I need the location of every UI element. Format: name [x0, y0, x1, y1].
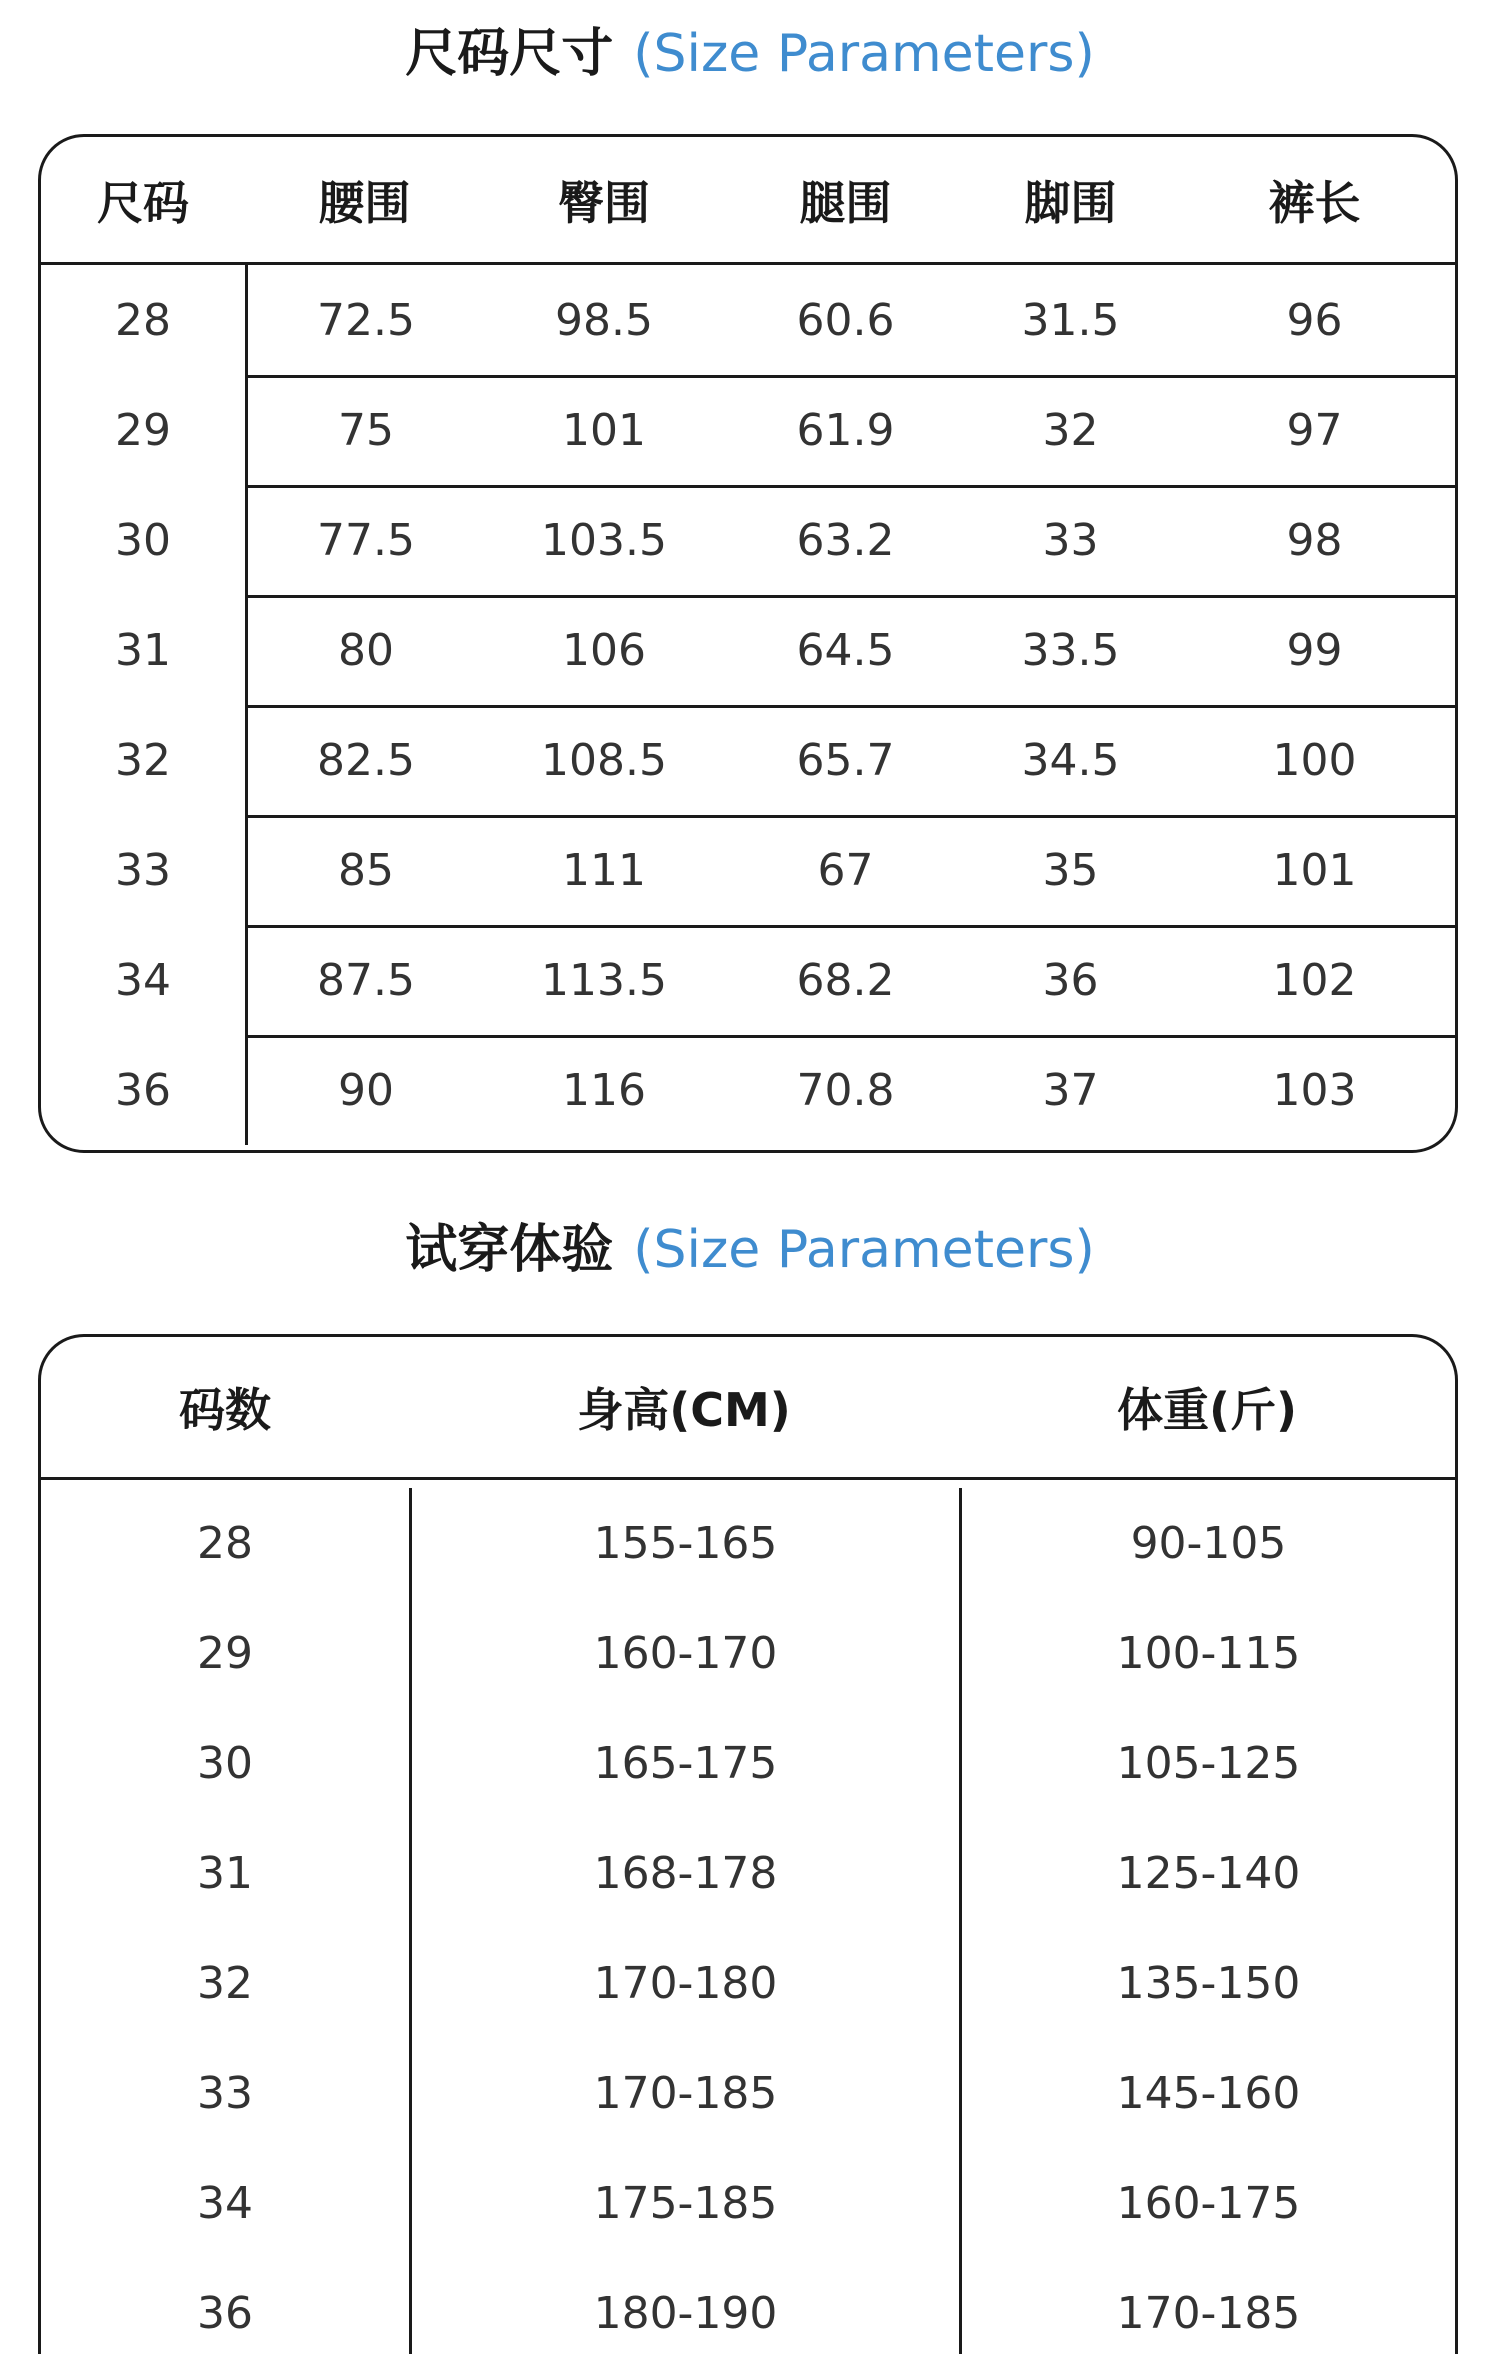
fit-cell: 160-170 — [409, 1598, 959, 1708]
measurement-cell: 33.5 — [1021, 624, 1120, 676]
fit-table-header — [41, 1337, 1455, 1480]
fit-table-body — [41, 1480, 1455, 2354]
table-row — [41, 485, 1455, 595]
fit-cell: 135-150 — [959, 1928, 1455, 2038]
table-row — [41, 595, 1455, 705]
measurement-group — [245, 1035, 1455, 1145]
fit-cell: 36 — [197, 2287, 253, 2339]
fit-cell: 170-185 — [409, 2038, 959, 2148]
measurement-cell: 99 — [1286, 624, 1343, 676]
size-cell: 36 — [115, 1064, 171, 1116]
table-row — [41, 2148, 1455, 2258]
measurement-cell: 68.2 — [796, 954, 895, 1006]
header-hem: 脚围 — [1024, 175, 1117, 230]
fit-cell: 145-160 — [959, 2038, 1455, 2148]
size-title-en: (Size Parameters) — [633, 24, 1095, 84]
measurement-cell: 111 — [562, 844, 646, 896]
size-cell: 33 — [115, 844, 171, 896]
measurement-cell: 108.5 — [541, 734, 667, 786]
measurement-cell: 116 — [562, 1064, 646, 1116]
fit-cell: 165-175 — [409, 1708, 959, 1818]
fit-cell: 30 — [197, 1737, 253, 1789]
measurement-group — [245, 815, 1455, 928]
fit-cell: 160-175 — [959, 2148, 1455, 2258]
measurement-cell: 64.5 — [796, 624, 895, 676]
fit-cell: 33 — [197, 2067, 253, 2119]
measurement-cell: 98 — [1286, 514, 1343, 566]
measurement-cell: 32 — [1042, 404, 1099, 456]
fit-cell: 168-178 — [409, 1818, 959, 1928]
measurement-cell: 101 — [1272, 844, 1357, 896]
measurement-cell: 101 — [562, 404, 646, 456]
measurement-cell: 90 — [338, 1064, 394, 1116]
measurement-cell: 33 — [1042, 514, 1099, 566]
table-row — [41, 375, 1455, 485]
measurement-cell: 36 — [1042, 954, 1099, 1006]
measurement-cell: 87.5 — [317, 954, 415, 1006]
measurement-group — [245, 595, 1455, 708]
size-cell: 29 — [115, 404, 171, 456]
measurement-group — [245, 485, 1455, 598]
measurement-cell: 100 — [1272, 734, 1357, 786]
fit-cell: 90-105 — [959, 1488, 1455, 1598]
fit-experience-title — [0, 1220, 1500, 1280]
measurement-cell: 75 — [338, 404, 394, 456]
measurement-group — [245, 925, 1455, 1038]
measurement-cell: 82.5 — [317, 734, 415, 786]
measurement-cell: 72.5 — [317, 294, 415, 346]
fit-title-zh: 试穿体验 — [405, 1220, 614, 1280]
measurement-cell: 70.8 — [796, 1064, 895, 1116]
table-row — [41, 705, 1455, 815]
measurement-cell: 113.5 — [541, 954, 667, 1006]
measurement-cell: 31.5 — [1021, 294, 1120, 346]
size-title-zh: 尺码尺寸 — [405, 24, 614, 84]
header-waist: 腰围 — [318, 175, 411, 230]
size-table-body — [41, 265, 1455, 1145]
fit-cell: 170-185 — [959, 2258, 1455, 2354]
measurement-cell: 34.5 — [1021, 734, 1120, 786]
table-row — [41, 1818, 1455, 1928]
fit-cell: 34 — [197, 2177, 253, 2229]
fit-cell: 32 — [197, 1957, 253, 2009]
size-table — [38, 134, 1458, 1153]
measurement-cell: 97 — [1286, 404, 1343, 456]
table-row — [41, 1598, 1455, 1708]
measurement-cell: 60.6 — [796, 294, 895, 346]
table-row — [41, 2038, 1455, 2148]
fit-cell: 28 — [197, 1517, 253, 1569]
fit-cell: 155-165 — [409, 1488, 959, 1598]
measurement-group — [245, 375, 1455, 488]
measurement-cell: 96 — [1286, 294, 1343, 346]
size-cell: 31 — [115, 624, 171, 676]
header-code: 码数 — [179, 1383, 271, 1437]
measurement-cell: 103 — [1272, 1064, 1357, 1116]
measurement-cell: 61.9 — [796, 404, 895, 456]
table-row — [41, 925, 1455, 1035]
size-cell: 28 — [115, 294, 171, 346]
measurement-cell: 37 — [1042, 1064, 1099, 1116]
fit-cell: 29 — [197, 1627, 253, 1679]
size-cell: 30 — [115, 514, 171, 566]
fit-cell: 31 — [197, 1847, 253, 1899]
header-height: 身高(CM) — [577, 1383, 791, 1437]
measurement-cell: 85 — [338, 844, 394, 896]
table-row — [41, 1708, 1455, 1818]
fit-cell: 180-190 — [409, 2258, 959, 2354]
measurement-cell: 102 — [1272, 954, 1357, 1006]
header-hip: 臀围 — [558, 175, 650, 230]
fit-cell: 105-125 — [959, 1708, 1455, 1818]
measurement-cell: 106 — [562, 624, 646, 676]
measurement-group — [245, 265, 1455, 378]
measurement-cell: 103.5 — [541, 514, 667, 566]
measurement-cell: 98.5 — [555, 294, 653, 346]
fit-cell: 100-115 — [959, 1598, 1455, 1708]
size-parameters-title — [0, 24, 1500, 84]
measurement-cell: 80 — [338, 624, 394, 676]
fit-cell: 170-180 — [409, 1928, 959, 2038]
fit-table — [38, 1334, 1458, 2354]
table-row — [41, 265, 1455, 375]
size-cell: 34 — [115, 954, 171, 1006]
measurement-cell: 65.7 — [796, 734, 895, 786]
header-size: 尺码 — [97, 175, 189, 230]
size-table-header — [41, 137, 1455, 265]
measurement-group — [245, 705, 1455, 818]
measurement-cell: 77.5 — [317, 514, 415, 566]
table-row — [41, 1928, 1455, 2038]
header-weight: 体重(斤) — [1116, 1383, 1298, 1437]
table-row — [41, 815, 1455, 925]
fit-title-en: (Size Parameters) — [633, 1220, 1095, 1280]
measurement-cell: 63.2 — [796, 514, 895, 566]
measurement-cell: 35 — [1042, 844, 1099, 896]
table-row — [41, 1035, 1455, 1145]
table-row — [41, 2258, 1455, 2354]
measurement-cell: 67 — [817, 844, 874, 896]
header-length: 裤长 — [1268, 175, 1361, 230]
header-thigh: 腿围 — [799, 175, 892, 230]
size-cell: 32 — [115, 734, 171, 786]
table-row — [41, 1488, 1455, 1598]
fit-cell: 175-185 — [409, 2148, 959, 2258]
fit-cell: 125-140 — [959, 1818, 1455, 1928]
